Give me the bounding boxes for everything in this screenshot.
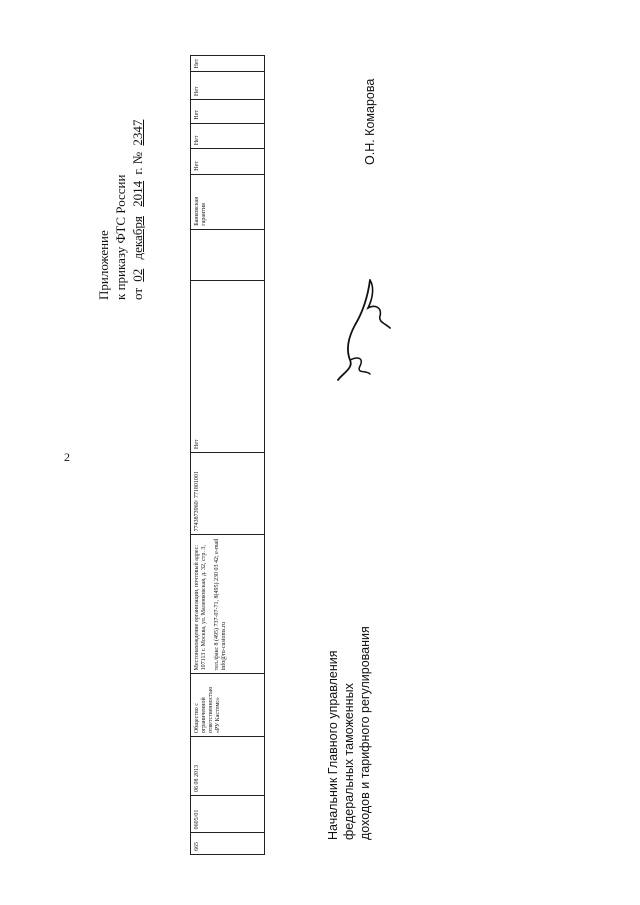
stamp-month: декабря — [130, 216, 145, 260]
signatory-title-line1: Начальник Главного управления — [326, 650, 340, 840]
cell-guarantee: Банковская гарантия — [191, 174, 264, 229]
signatory-title-line3: доходов и тарифного регулирования — [358, 626, 372, 840]
stamp-from: от — [130, 287, 145, 300]
stamp-date-line — [129, 90, 146, 300]
cell-col-a: Нет — [191, 148, 264, 174]
cell-reg-number: 0605/01 — [191, 795, 264, 832]
cell-col-c: Нет — [191, 99, 264, 123]
signatory-title-line2: федеральных таможенных — [342, 683, 356, 840]
cell-date: 06 08 2013 — [191, 736, 264, 795]
stamp-year: 2014 — [130, 180, 145, 207]
address-text: Местонахождение организации, почтовый адрес: 107113 г. Москва, ул. Маленковская, д. 32, стр. 3, — [194, 544, 207, 671]
stamp-no-label: № — [130, 151, 145, 165]
cell-blank — [191, 229, 264, 280]
stamp-year-suffix: г. — [130, 167, 145, 175]
stamp-day: 02 — [130, 268, 145, 282]
order-stamp — [95, 90, 146, 300]
cell-col-b: Нет — [191, 123, 264, 149]
table-row — [190, 55, 265, 855]
cell-address — [191, 534, 264, 673]
cell-col-d: Нет — [191, 71, 264, 99]
cell-org-name: Общество с ограниченной ответственностью «РУ Кастомс» — [191, 673, 264, 736]
stamp-title: Приложение — [96, 230, 111, 300]
handwritten-signature — [320, 270, 400, 390]
signatory-title — [325, 540, 373, 840]
stamp-order-number: 2347 — [130, 119, 145, 146]
cell-branches: Нет — [191, 280, 264, 452]
cell-inn-kpp: 7743873960/ 771801001 — [191, 452, 264, 534]
page-number: 2 — [64, 450, 70, 464]
contacts-text: тел./факс 8 (495) 737-07-71, 8(495) 230 03 42; e-mail info@ru-customs.ru — [213, 538, 227, 671]
signatory-name: О.Н. Комарова — [363, 78, 377, 165]
stamp-order-ref: к приказу ФТС России — [113, 174, 128, 300]
cell-index: 665 — [191, 832, 264, 854]
cell-col-e: Нет — [194, 58, 200, 69]
registry-table — [190, 55, 265, 855]
